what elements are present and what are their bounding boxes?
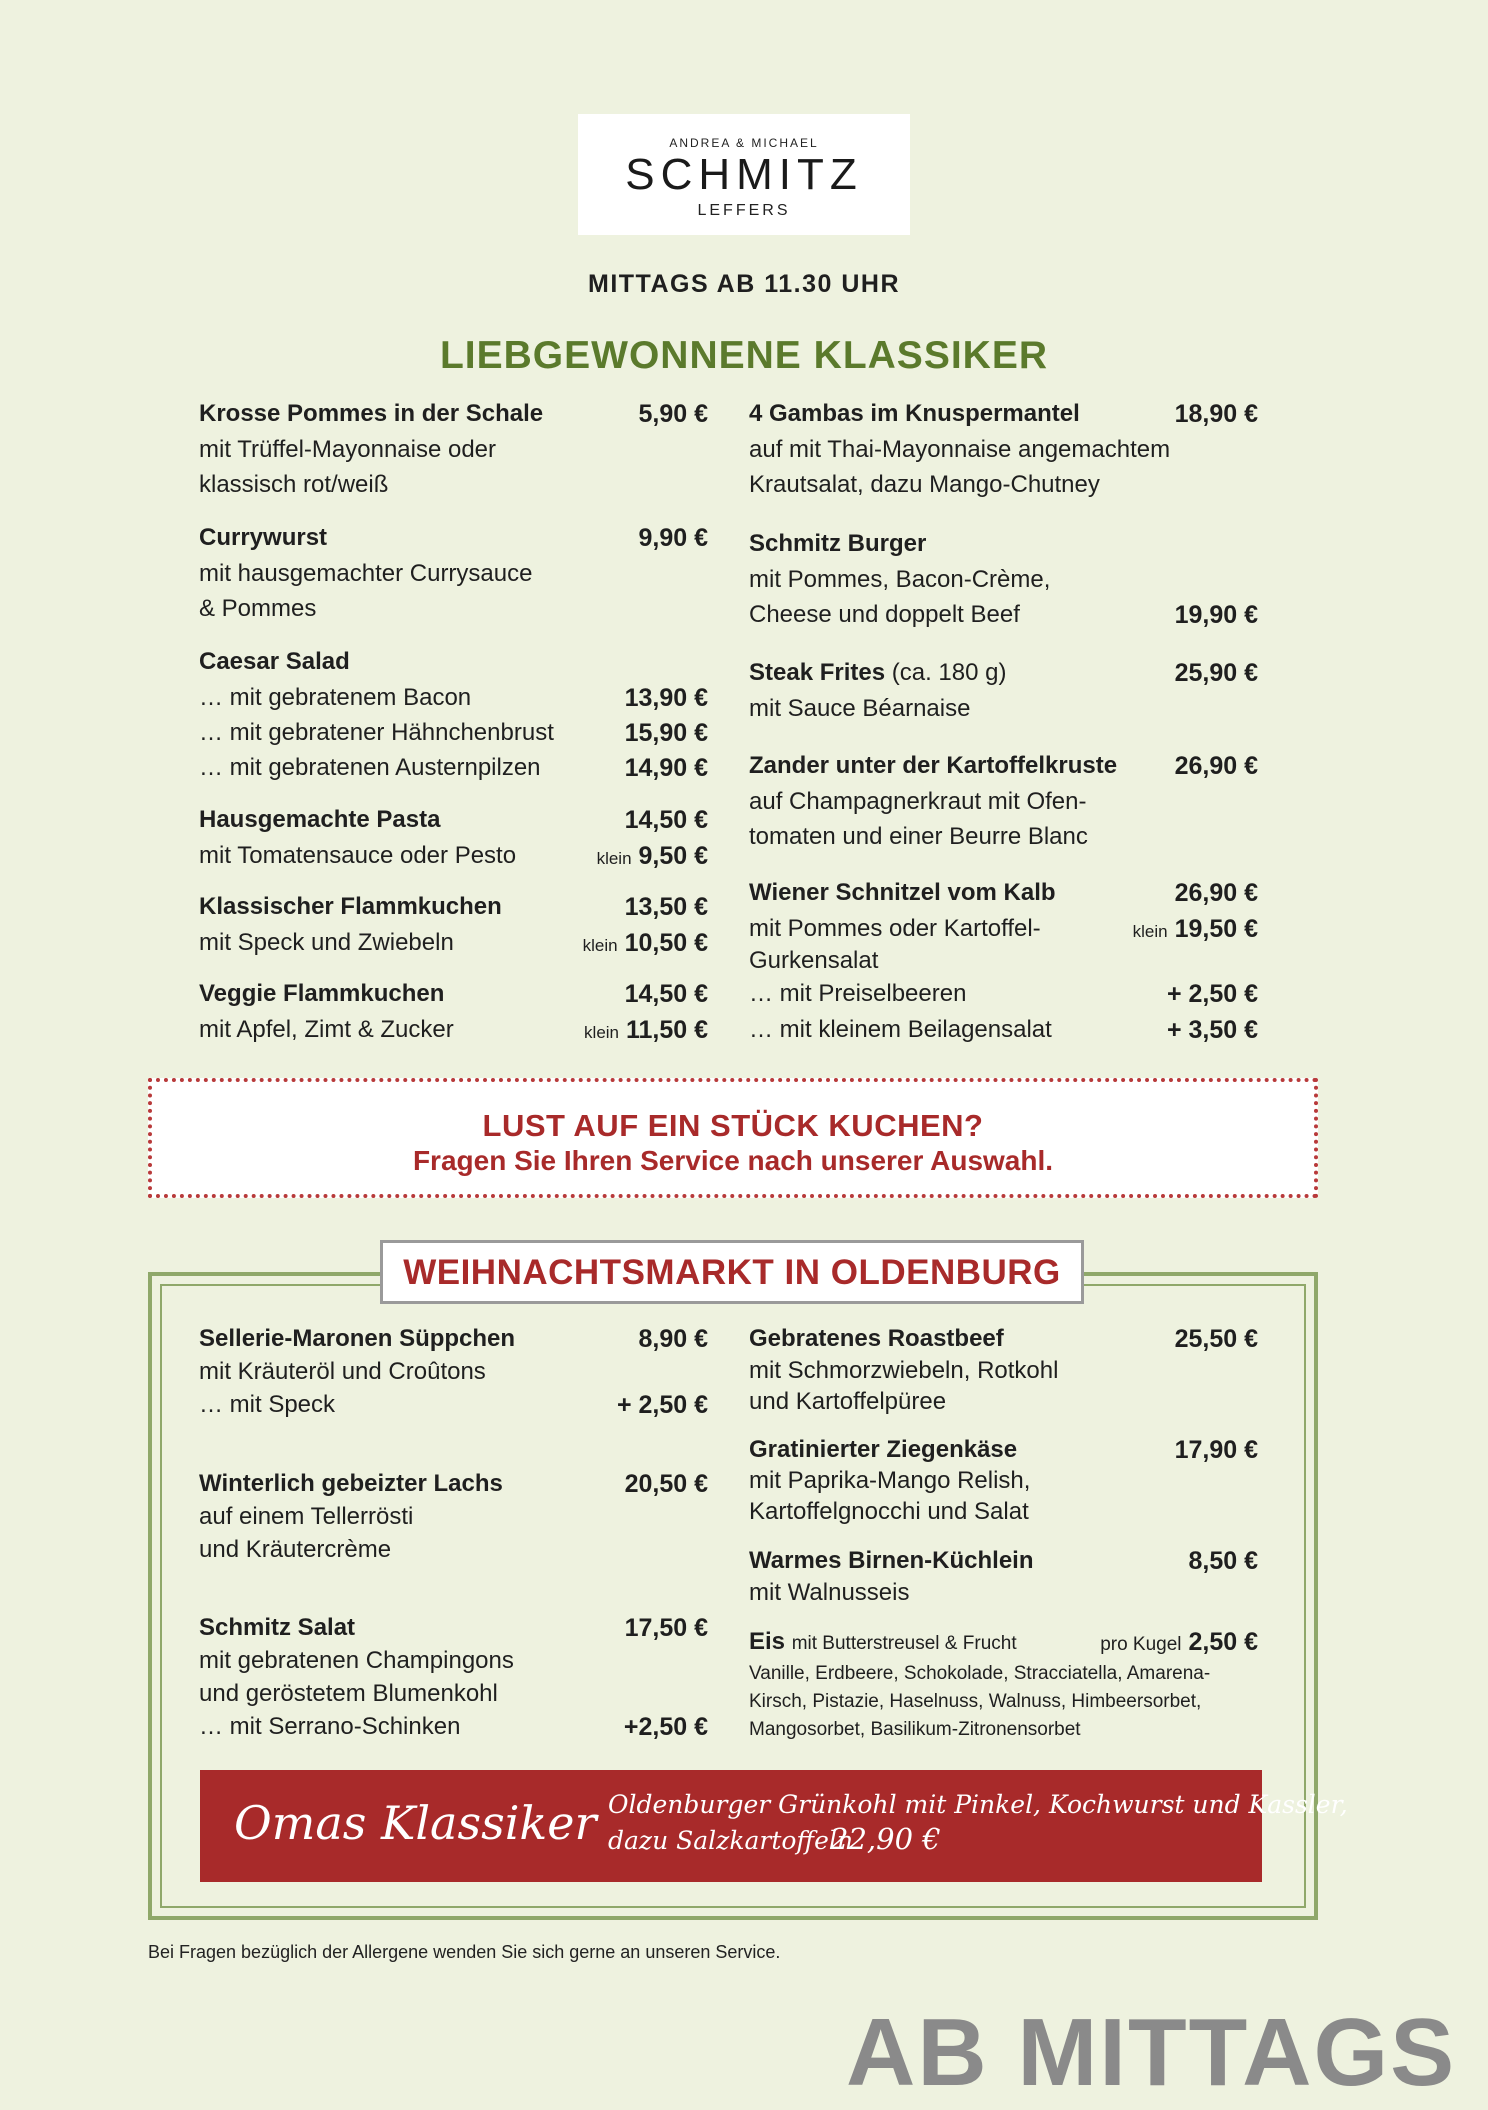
dish-name: Caesar Salad	[199, 648, 350, 675]
dish-price: 14,50 €	[624, 806, 708, 834]
dish-price: 25,50 €	[1174, 1325, 1258, 1353]
dish-name: Gebratenes Roastbeef	[749, 1325, 1004, 1352]
small-portion-price	[597, 842, 708, 871]
dish-price: 8,50 €	[1188, 1547, 1258, 1575]
dish-description: mit Paprika-Mango Relish,	[749, 1467, 1031, 1494]
dish-description: Krautsalat, dazu Mango-Chutney	[749, 471, 1100, 498]
dish-description: klassisch rot/weiß	[199, 471, 389, 498]
small-price-value: 19,50 €	[1174, 915, 1258, 943]
omas-klassiker-title: Omas Klassiker	[234, 1796, 597, 1850]
dish-description: mit Schmorzwiebeln, Rotkohl	[749, 1357, 1059, 1384]
dish-price: 26,90 €	[1174, 752, 1258, 780]
small-portion-price	[1133, 915, 1258, 944]
dish-price: 18,90 €	[1174, 400, 1258, 428]
logo-line-leffers: LEFFERS	[697, 202, 791, 219]
dish-option: … mit Serrano-Schinken	[199, 1713, 461, 1740]
footer-label: AB MITTAGS	[846, 1999, 1457, 2106]
dish-description: mit Pommes oder Kartoffel-	[749, 915, 1041, 942]
dish-description: und Kartoffelpüree	[749, 1388, 947, 1415]
logo	[578, 114, 910, 235]
dish-description: und Kräutercrème	[199, 1536, 392, 1563]
dish-option-price: + 2,50 €	[616, 1391, 708, 1419]
cake-notice-box	[148, 1078, 1318, 1198]
dish-price	[1100, 1628, 1258, 1657]
dish-description: mit Speck und Zwiebeln	[199, 929, 454, 956]
dish-name: Sellerie-Maronen Süppchen	[199, 1325, 516, 1352]
logo-line-schmitz: SCHMITZ	[625, 150, 863, 199]
dish-name: Krosse Pommes in der Schale	[199, 400, 544, 427]
omas-klassiker-banner	[200, 1770, 1348, 1882]
dish-option-price: + 2,50 €	[1166, 980, 1258, 1008]
dish-name: Klassischer Flammkuchen	[199, 893, 502, 920]
dish-description: mit Trüffel-Mayonnaise oder	[199, 436, 497, 463]
dish-name-text: Eis	[749, 1628, 786, 1655]
ice-cream-flavors	[749, 1660, 1210, 1744]
cake-notice-subline: Fragen Sie Ihren Service nach unserer Auswahl.	[412, 1145, 1054, 1176]
dish-description: mit Walnusseis	[749, 1579, 910, 1606]
dish-description: mit Kräuteröl und Croûtons	[199, 1358, 486, 1385]
weihnachtsmarkt-title-box	[380, 1240, 1084, 1304]
small-price-value: 10,50 €	[624, 929, 708, 957]
dish-name: Veggie Flammkuchen	[199, 980, 445, 1007]
dish-option-price: 14,90 €	[624, 754, 708, 782]
dish-price: 25,90 €	[1174, 659, 1258, 687]
section-title-weihnachtsmarkt: WEIHNACHTSMARKT IN OLDENBURG	[403, 1253, 1061, 1292]
flavor-line: Mangosorbet, Basilikum-Zitronensorbet	[749, 1719, 1081, 1740]
dish-description: auf einem Tellerrösti	[199, 1503, 414, 1530]
dish-description: tomaten und einer Beurre Blanc	[749, 823, 1088, 850]
dish-description: mit gebratenen Champingons	[199, 1647, 514, 1674]
dish-name: Hausgemachte Pasta	[199, 806, 441, 833]
dish-name-extra: mit Butterstreusel & Frucht	[791, 1633, 1017, 1654]
flavor-line: Vanille, Erdbeere, Schokolade, Stracciatella, Amarena-	[749, 1663, 1211, 1684]
dish-option-price: 13,90 €	[624, 684, 708, 712]
dish-price: 8,90 €	[638, 1325, 708, 1353]
dish-option-price: 15,90 €	[624, 719, 708, 747]
dish-price: 20,50 €	[624, 1470, 708, 1498]
dish-name	[749, 659, 1006, 687]
dish-name	[749, 1628, 1017, 1656]
dish-name: Wiener Schnitzel vom Kalb	[749, 879, 1056, 906]
dish-name-extra: (ca. 180 g)	[891, 659, 1007, 686]
dish-option: … mit gebratener Hähnchenbrust	[199, 719, 554, 746]
dish-option-price: +2,50 €	[623, 1713, 708, 1741]
dish-description: & Pommes	[199, 595, 317, 622]
dish-price: 19,90 €	[1174, 601, 1258, 629]
dish-price: 17,50 €	[624, 1614, 708, 1642]
dish-description: mit Sauce Béarnaise	[749, 695, 971, 722]
dish-price: 13,50 €	[624, 893, 708, 921]
dish-price: 5,90 €	[638, 400, 708, 428]
dish-name: Warmes Birnen-Küchlein	[749, 1547, 1034, 1574]
dish-description: mit Tomatensauce oder Pesto	[199, 842, 517, 869]
small-portion-label: klein	[582, 936, 618, 955]
small-price-value: 11,50 €	[625, 1016, 708, 1044]
dish-option: … mit kleinem Beilagensalat	[749, 1016, 1052, 1043]
omas-klassiker-price: 22,90 €	[830, 1822, 941, 1856]
small-portion-label: klein	[596, 849, 632, 868]
small-portion-price	[583, 929, 708, 958]
dish-option: … mit Preiselbeeren	[749, 980, 967, 1007]
small-portion-price	[584, 1016, 708, 1045]
omas-klassiker-description: dazu Salzkartoffeln	[608, 1826, 854, 1855]
dish-name: Schmitz Burger	[749, 530, 927, 557]
flavor-line: Kirsch, Pistazie, Haselnuss, Walnuss, Himbeersorbet,	[749, 1691, 1202, 1712]
dish-option: … mit gebratenem Bacon	[199, 684, 472, 711]
dish-description: Cheese und doppelt Beef	[749, 601, 1020, 628]
dish-name: Schmitz Salat	[199, 1614, 356, 1641]
small-portion-label: klein	[1132, 922, 1168, 941]
dish-description: Gurkensalat	[749, 947, 879, 974]
logo-line-names: ANDREA & MICHAEL	[669, 136, 819, 150]
dish-description: mit hausgemachter Currysauce	[199, 560, 533, 587]
omas-klassiker-description: Oldenburger Grünkohl mit Pinkel, Kochwurst und Kassler,	[608, 1790, 1348, 1819]
dish-name: Zander unter der Kartoffelkruste	[749, 752, 1118, 779]
dish-price: 9,90 €	[638, 524, 708, 552]
dish-price: 17,90 €	[1174, 1436, 1258, 1464]
dish-name-text: Steak Frites	[749, 659, 886, 686]
dish-name: Currywurst	[199, 524, 328, 551]
dish-description: auf Champagnerkraut mit Ofen-	[749, 788, 1087, 815]
small-price-value: 9,50 €	[638, 842, 708, 870]
dish-description: und geröstetem Blumenkohl	[199, 1680, 498, 1707]
dish-description: Kartoffelgnocchi und Salat	[749, 1498, 1029, 1525]
dish-option: … mit Speck	[199, 1391, 336, 1418]
price-value: 2,50 €	[1188, 1628, 1258, 1656]
allergen-note: Bei Fragen bezüglich der Allergene wenden Sie sich gerne an unseren Service.	[148, 1942, 781, 1962]
dish-option: … mit gebratenen Austernpilzen	[199, 754, 541, 781]
small-portion-label: klein	[584, 1023, 620, 1042]
cake-notice-headline: LUST AUF EIN STÜCK KUCHEN?	[482, 1108, 984, 1143]
dish-description: mit Pommes, Bacon-Crème,	[749, 566, 1051, 593]
dish-name: 4 Gambas im Knuspermantel	[749, 400, 1080, 427]
dish-name: Winterlich gebeizter Lachs	[199, 1470, 503, 1497]
opening-hours: MITTAGS AB 11.30 UHR	[588, 270, 900, 298]
dish-description: mit Apfel, Zimt & Zucker	[199, 1016, 454, 1043]
dish-description: auf mit Thai-Mayonnaise angemachtem	[749, 436, 1171, 463]
dish-option-price: + 3,50 €	[1166, 1016, 1258, 1044]
dish-name: Gratinierter Ziegenkäse	[749, 1436, 1018, 1463]
price-unit: pro Kugel	[1100, 1634, 1182, 1655]
dish-price: 26,90 €	[1174, 879, 1258, 907]
dish-price: 14,50 €	[624, 980, 708, 1008]
section-title-klassiker: LIEBGEWONNENE KLASSIKER	[439, 334, 1049, 377]
